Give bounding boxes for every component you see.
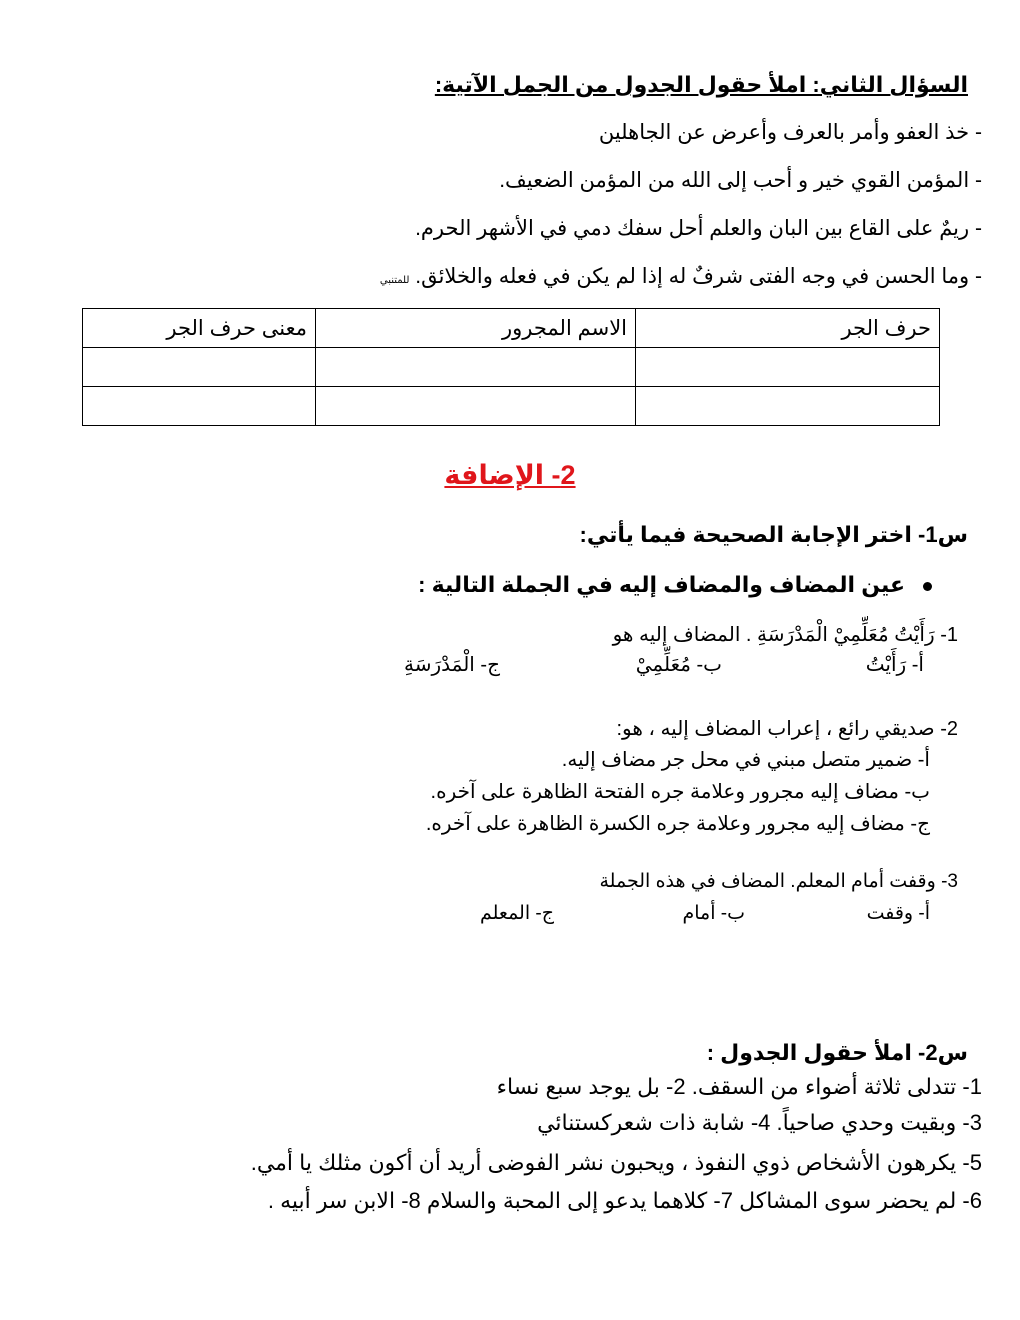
- s1-title: س1- اختر الإجابة الصحيحة فيما يأتي:: [579, 522, 968, 547]
- table-cell[interactable]: [636, 348, 940, 387]
- q2-option-b[interactable]: ب- مضاف إليه مجرور وعلامة جره الفتحة الظاهرة على آخره.: [430, 781, 930, 803]
- q3-option-a[interactable]: أ- وقفت: [866, 903, 930, 924]
- bullet-icon: [923, 582, 932, 591]
- q2-stem: 2- صديقي رائع ، إعراب المضاف إليه ، هو:: [616, 718, 958, 740]
- q1-option-b[interactable]: ب- مُعَلِّمِيْ: [635, 654, 722, 676]
- sentence-1: - خذ العفو وأمر بالعرف وأعرض عن الجاهلين: [598, 121, 982, 144]
- s2-line-1: 1- تتدلى ثلاثة أضواء من السقف. 2- بل يوجد سبع نساء: [496, 1074, 982, 1099]
- poet-attribution: للمتنبي: [379, 275, 410, 286]
- s1-instruction: [418, 572, 932, 598]
- table-cell[interactable]: [83, 387, 316, 426]
- header-preposition-meaning: معنى حرف الجر: [83, 309, 316, 348]
- table-row: [83, 348, 940, 387]
- q1-stem: 1- رَأَيْتُ مُعَلِّمِيْ الْمَدْرَسَةِ . المضاف إليه هو: [612, 624, 958, 646]
- preposition-table: [82, 308, 940, 426]
- q1-option-c[interactable]: ج- الْمَدْرَسَةِ: [404, 654, 500, 676]
- s2-line-4: 6- لم يحضر سوى المشاكل 7- كلاهما يدعو إلى المحبة والسلام 8- الابن سر أبيه .: [267, 1188, 982, 1213]
- s1-instruction-text: عين المضاف والمضاف إليه في الجملة التالية :: [418, 572, 905, 597]
- sentence-4-poem: [380, 264, 982, 289]
- table-cell[interactable]: [83, 348, 316, 387]
- table-header-row: [83, 309, 940, 348]
- q2-option-a[interactable]: أ- ضمير متصل مبني في محل جر مضاف إليه.: [561, 749, 930, 771]
- table-cell[interactable]: [316, 348, 636, 387]
- s2-line-2: 3- وبقيت وحدي صاحياً. 4- شابة ذات شعركستنائي: [537, 1110, 982, 1135]
- table-row: [83, 387, 940, 426]
- sentence-3: - ريمٌ على القاع بين البان والعلم أحل سفك دمي في الأشهر الحرم.: [415, 217, 982, 240]
- q1-option-a[interactable]: أ- رَأَيْتُ: [865, 654, 924, 676]
- header-genitive-noun: الاسم المجرور: [316, 309, 636, 348]
- section-title: 2- الإضافة: [444, 460, 576, 490]
- table-cell[interactable]: [316, 387, 636, 426]
- question-title: السؤال الثاني: املأ حقول الجدول من الجمل الآتية:: [434, 72, 968, 97]
- q3-option-c[interactable]: ج- المعلم: [479, 903, 554, 924]
- q2-option-c[interactable]: ج- مضاف إليه مجرور وعلامة جره الكسرة الظاهرة على آخره.: [425, 813, 930, 835]
- header-preposition: حرف الجر: [636, 309, 940, 348]
- poem-verse: - وما الحسن في وجه الفتى شرفٌ له إذا لم يكن في فعله والخلائق.: [415, 265, 982, 288]
- sentence-2: - المؤمن القوي خير و أحب إلى الله من المؤمن الضعيف.: [499, 169, 982, 192]
- q3-option-b[interactable]: ب- أمام: [682, 903, 745, 924]
- s2-title: س2- املأ حقول الجدول :: [706, 1040, 968, 1065]
- q3-stem: 3- وقفت أمام المعلم. المضاف في هذه الجملة: [599, 871, 958, 892]
- s2-line-3: 5- يكرهون الأشخاص ذوي النفوذ ، ويحبون نشر الفوضى أريد أن أكون مثلك يا أمي.: [250, 1150, 982, 1175]
- table-cell[interactable]: [636, 387, 940, 426]
